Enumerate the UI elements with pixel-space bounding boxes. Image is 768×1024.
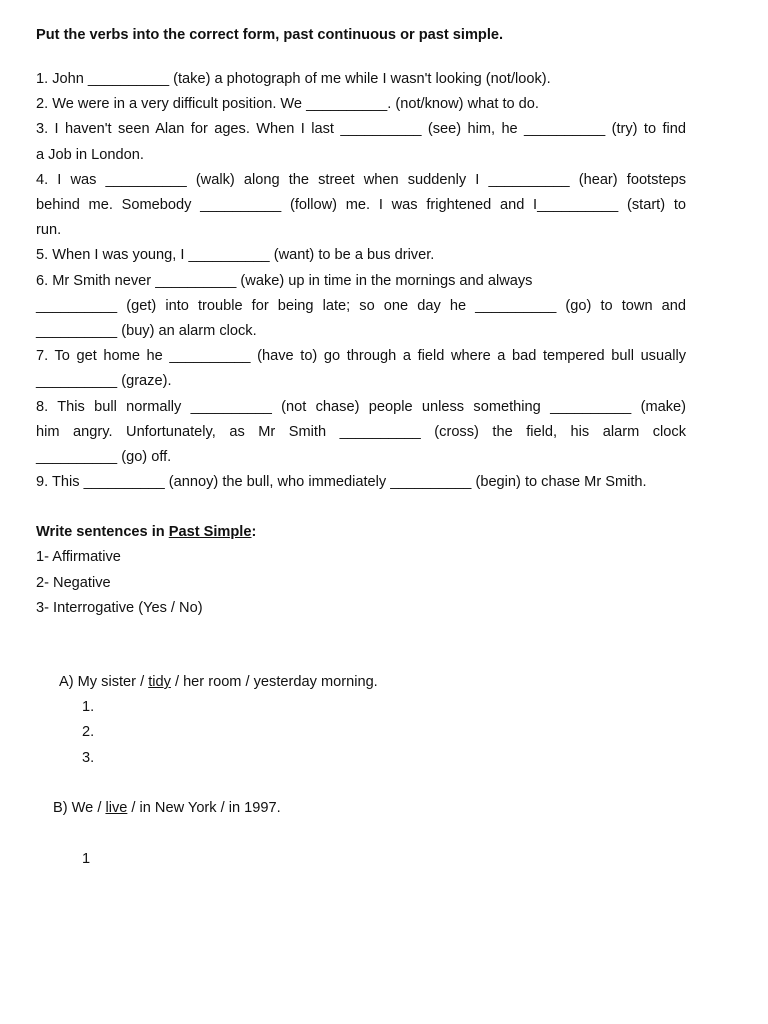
- sentence-a-suffix: / her room / yesterday morning.: [170, 674, 378, 690]
- exercise-line: 7. To get home he __________ (have to) go through a field where a bad tempered bull usually: [36, 348, 686, 365]
- exercise-line: __________ (graze).: [36, 373, 172, 390]
- sentence-a: [59, 674, 378, 690]
- answer-number: 2.: [82, 724, 95, 740]
- exercise-line: 4. I was __________ (walk) along the street when suddenly I __________ (hear) footsteps: [36, 171, 686, 188]
- exercise-line: him angry. Unfortunately, as Mr Smith __________ (cross) the field, his alarm clock: [36, 423, 686, 440]
- answer-number: 3.: [82, 750, 95, 766]
- sentence-a-verb: tidy: [148, 674, 171, 690]
- section-title-prefix: Write sentences in: [36, 524, 169, 540]
- sentence-b-prefix: B) We /: [53, 800, 106, 816]
- answer-number: 1: [82, 851, 91, 867]
- sentence-a-prefix: A) My sister /: [59, 674, 149, 690]
- answer-number: 1.: [82, 699, 95, 715]
- exercise-line: run.: [36, 222, 62, 239]
- sentence-b: [53, 800, 281, 816]
- exercise-line: __________ (go) off.: [36, 449, 172, 466]
- sentence-b-suffix: / in New York / in 1997.: [127, 800, 281, 816]
- section-title: [36, 520, 686, 545]
- list-item: 1- Affirmative: [36, 549, 121, 566]
- section-title-underlined: Past Simple: [168, 524, 252, 540]
- sentence-b-verb: live: [105, 800, 128, 816]
- exercise-line: 9. This __________ (annoy) the bull, who immediately __________ (begin) to chase Mr Smith.: [36, 474, 647, 491]
- exercise-line: 2. We were in a very difficult position. We __________. (not/know) what to do.: [36, 96, 539, 113]
- list-item: 3- Interrogative (Yes / No): [36, 599, 203, 616]
- list-item: 2- Negative: [36, 574, 111, 591]
- exercise-line: behind me. Somebody __________ (follow) me. I was frightened and I__________ (start) to: [36, 197, 686, 214]
- exercise-line: __________ (get) into trouble for being late; so one day he __________ (go) to town and: [36, 297, 686, 314]
- exercise-line: a Job in London.: [36, 146, 144, 163]
- past-simple-section: [36, 520, 686, 621]
- exercise-line: 5. When I was young, I __________ (want) to be a bus driver.: [36, 247, 435, 264]
- exercise-list: [36, 67, 686, 495]
- exercise-line: 3. I haven't seen Alan for ages. When I last __________ (see) him, he __________ (try) to find: [36, 121, 686, 138]
- instructions-heading: Put the verbs into the correct form, past continuous or past simple.: [36, 27, 504, 43]
- exercise-line: 1. John __________ (take) a photograph of me while I wasn't looking (not/look).: [36, 71, 551, 87]
- exercise-line: __________ (buy) an alarm clock.: [36, 323, 257, 340]
- section-title-suffix: :: [251, 524, 257, 540]
- exercise-line: 8. This bull normally __________ (not chase) people unless something __________ (make): [36, 398, 686, 415]
- exercise-line: 6. Mr Smith never __________ (wake) up in time in the mornings and always: [36, 272, 533, 289]
